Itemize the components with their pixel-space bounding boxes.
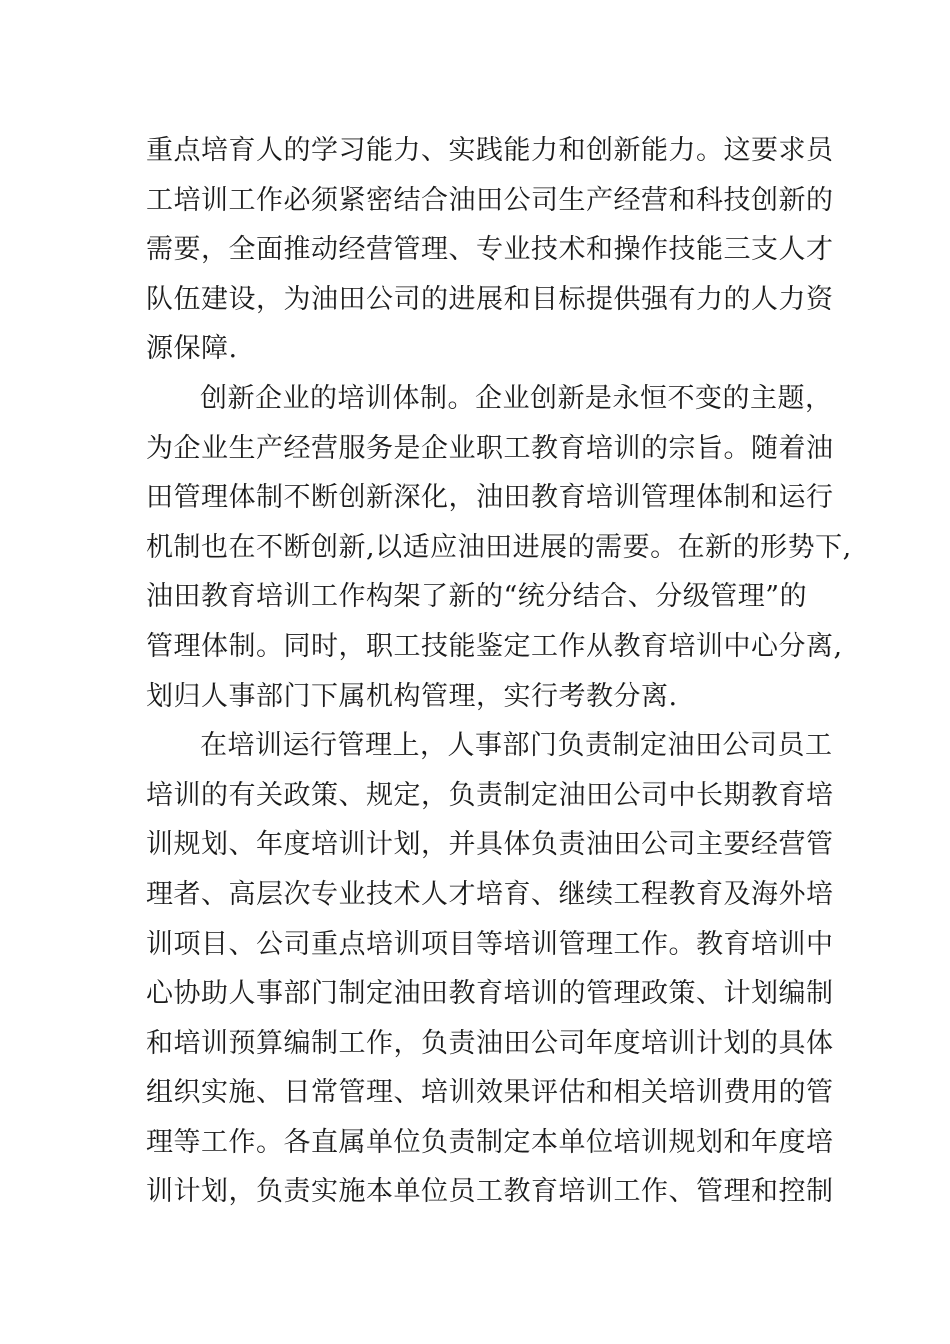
text-line: 重点培育人的学习能力、实践能力和创新能力。这要求员 bbox=[146, 135, 834, 166]
text-line: 为企业生产经营服务是企业职工教育培训的宗旨。随着油 bbox=[146, 432, 834, 464]
paragraph-2 bbox=[146, 374, 852, 721]
text-line: 划归人事部门下属机构管理，实行考教分离. bbox=[146, 680, 678, 712]
text-line: 管理体制。同时，职工技能鉴定工作从教育培训中心分离, bbox=[146, 630, 843, 662]
text-line: 田管理体制不断创新深化，油田教育培训管理体制和运行 bbox=[146, 482, 834, 514]
text-line: 创新企业的培训体制。企业创新是永恒不变的主题， bbox=[200, 382, 833, 414]
document-body bbox=[146, 126, 852, 1217]
text-line: 理者、高层次专业技术人才培育、继续工程教育及海外培 bbox=[146, 878, 834, 910]
text-line: 理等工作。各直属单位负责制定本单位培训规划和年度培 bbox=[146, 1126, 834, 1158]
text-line: 在培训运行管理上，人事部门负责制定油田公司员工 bbox=[200, 730, 833, 762]
text-line: 训计划，负责实施本单位员工教育培训工作、管理和控制 bbox=[146, 1176, 834, 1208]
text-line: 工培训工作必须紧密结合油田公司生产经营和科技创新的 bbox=[146, 184, 834, 216]
text-line: 训规划、年度培训计划，并具体负责油田公司主要经营管 bbox=[146, 829, 834, 861]
text-line: 机制也在不断创新,以适应油田进展的需要。在新的形势下, bbox=[146, 531, 852, 563]
text-line: 需要，全面推动经营管理、专业技术和操作技能三支人才 bbox=[146, 234, 834, 266]
text-line: 源保障. bbox=[146, 333, 238, 365]
text-line: 培训的有关政策、规定，负责制定油田公司中长期教育培 bbox=[146, 779, 834, 811]
text-line: 油田教育培训工作构架了新的“统分结合、分级管理”的 bbox=[146, 581, 808, 613]
text-line: 组织实施、日常管理、培训效果评估和相关培训费用的管 bbox=[146, 1077, 834, 1109]
text-line: 训项目、公司重点培训项目等培训管理工作。教育培训中 bbox=[146, 928, 834, 960]
paragraph-1 bbox=[146, 126, 834, 374]
text-line: 心协助人事部门制定油田教育培训的管理政策、计划编制 bbox=[146, 978, 834, 1010]
text-line: 和培训预算编制工作，负责油田公司年度培训计划的具体 bbox=[146, 1027, 834, 1059]
text-line: 队伍建设，为油田公司的进展和目标提供强有力的人力资 bbox=[146, 283, 834, 315]
paragraph-3 bbox=[146, 721, 834, 1217]
